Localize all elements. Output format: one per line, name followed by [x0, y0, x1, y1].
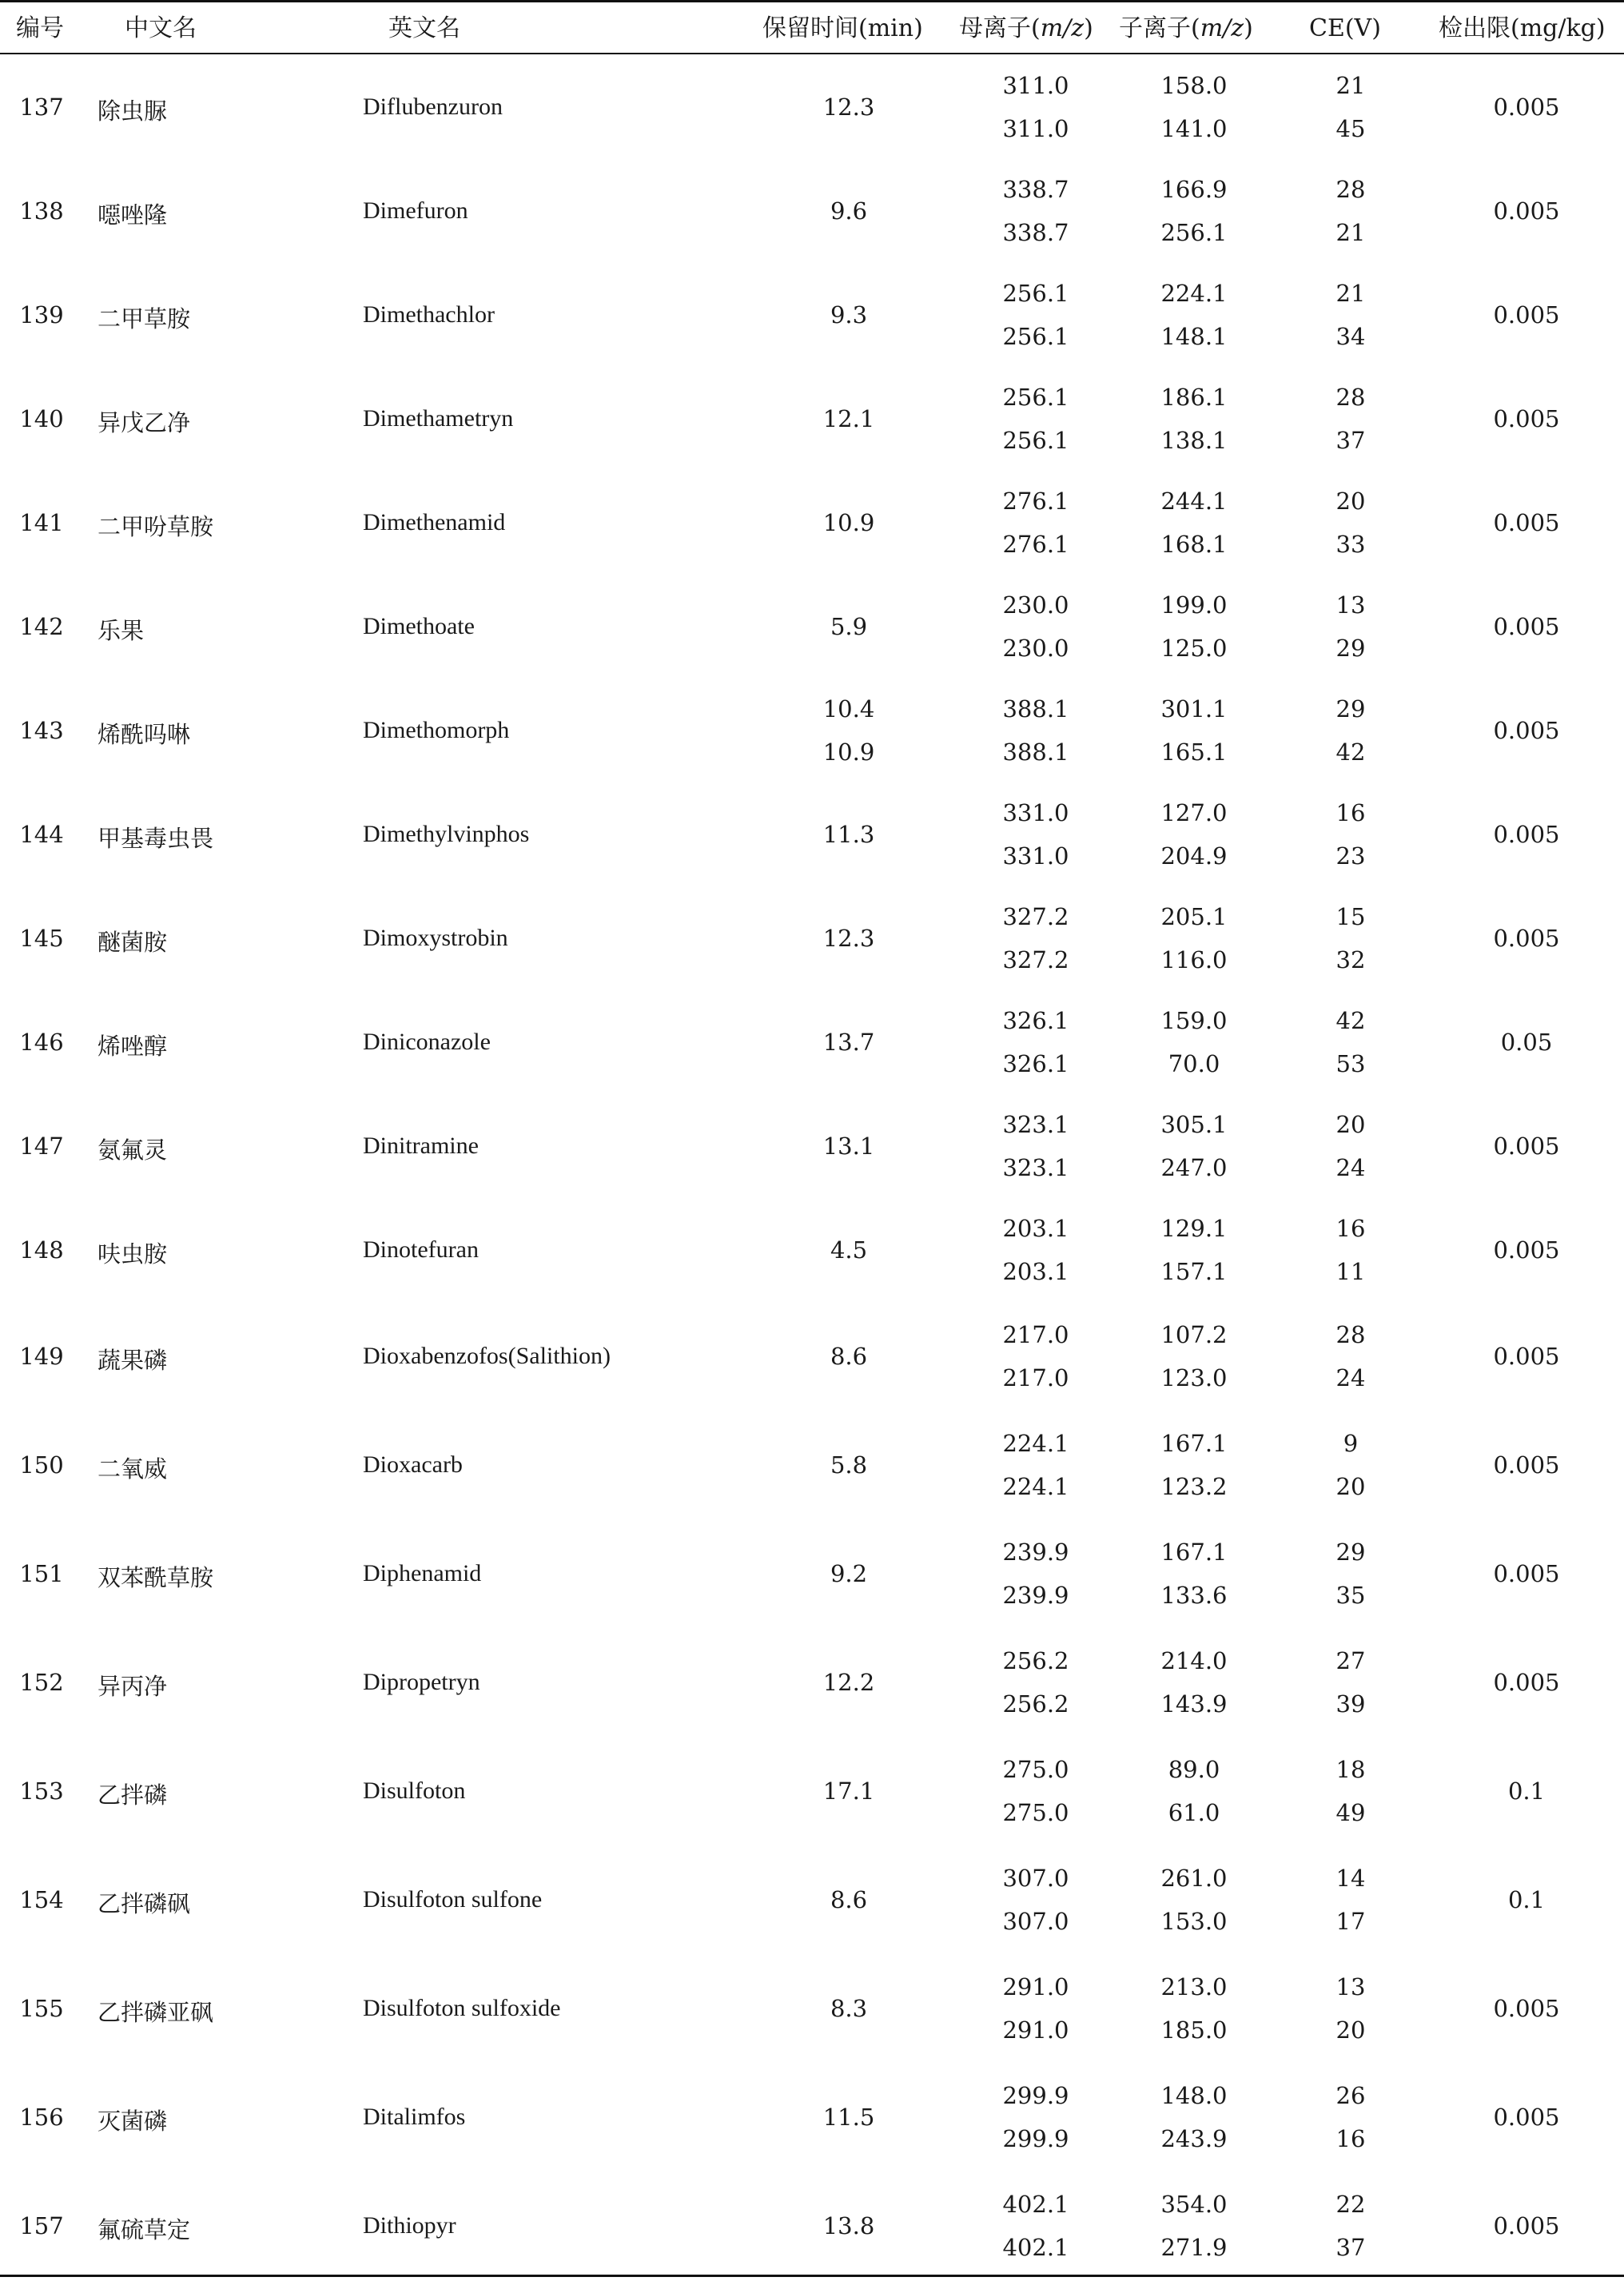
collision-energy-value: 20 — [1335, 2016, 1366, 2044]
product-ion-value: 107.2 — [1160, 1321, 1228, 1348]
parent-ion-value: 217.0 — [1002, 1321, 1069, 1348]
detection-limit-value: 0.005 — [1493, 1236, 1560, 1264]
chinese-name: 乙拌磷亚砜 — [98, 1999, 214, 2026]
collision-energy-value: 37 — [1335, 2234, 1366, 2261]
parent-ion-value: 203.1 — [1002, 1215, 1069, 1242]
collision-energy-value: 13 — [1335, 1973, 1366, 2000]
parent-ion-value: 327.2 — [1002, 903, 1069, 930]
parent-ion-value: 323.1 — [1002, 1111, 1069, 1138]
collision-energy-value: 24 — [1335, 1364, 1366, 1391]
row-number: 139 — [19, 301, 64, 328]
table-row — [0, 1411, 1624, 1520]
detection-limit-value: 0.005 — [1493, 301, 1560, 328]
collision-energy-value: 23 — [1335, 842, 1366, 870]
parent-ion-value: 323.1 — [1002, 1154, 1069, 1181]
retention-time: 10.9 — [822, 738, 875, 766]
row-number: 157 — [19, 2212, 64, 2239]
product-ion-value: 305.1 — [1160, 1111, 1228, 1138]
parent-ion-value: 291.0 — [1002, 2016, 1069, 2044]
parent-ion-value: 311.0 — [1002, 115, 1069, 142]
product-ion-value: 271.9 — [1160, 2234, 1228, 2261]
english-name: Dipropetryn — [363, 1669, 480, 1695]
product-ion-value: 70.0 — [1168, 1050, 1220, 1077]
row-number: 146 — [19, 1029, 64, 1056]
chinese-name: 甲基毒虫畏 — [98, 825, 214, 852]
retention-time: 13.7 — [822, 1029, 875, 1056]
product-ion-value: 158.0 — [1160, 72, 1228, 99]
product-ion-value: 61.0 — [1168, 1799, 1220, 1826]
product-ion-value: 185.0 — [1160, 2016, 1228, 2044]
row-number: 142 — [19, 613, 64, 640]
product-ion-value: 123.0 — [1160, 1364, 1228, 1391]
collision-energy-value: 28 — [1335, 176, 1366, 203]
header-detection-limit: 检出限(mg/kg) — [1439, 14, 1606, 42]
parent-ion-value: 326.1 — [1002, 1007, 1069, 1034]
row-number: 153 — [19, 1777, 64, 1805]
row-number: 147 — [19, 1133, 64, 1160]
parent-ion-value: 217.0 — [1002, 1364, 1069, 1391]
collision-energy-value: 18 — [1335, 1756, 1366, 1783]
row-number: 152 — [19, 1669, 64, 1696]
detection-limit-value: 0.05 — [1500, 1029, 1553, 1056]
parent-ion-value: 203.1 — [1002, 1258, 1069, 1285]
parent-ion-value: 275.0 — [1002, 1756, 1069, 1783]
table-row — [0, 887, 1624, 991]
table-row — [0, 1629, 1624, 1738]
collision-energy-value: 9 — [1343, 1430, 1359, 1457]
chinese-name: 二甲草胺 — [98, 305, 191, 332]
row-number: 144 — [19, 821, 64, 848]
collision-energy-value: 33 — [1335, 531, 1366, 558]
row-number: 151 — [19, 1560, 64, 1587]
table-row — [0, 575, 1624, 679]
collision-energy-value: 20 — [1335, 1473, 1366, 1500]
collision-energy-value: 49 — [1335, 1799, 1366, 1826]
row-number: 138 — [19, 197, 64, 225]
product-ion-value: 213.0 — [1160, 1973, 1228, 2000]
detection-limit-value: 0.005 — [1493, 509, 1560, 536]
collision-energy-value: 22 — [1335, 2191, 1366, 2218]
collision-energy-value: 20 — [1335, 1111, 1366, 1138]
product-ion-value: 354.0 — [1160, 2191, 1228, 2218]
product-ion-value: 127.0 — [1160, 799, 1228, 826]
collision-energy-value: 16 — [1335, 799, 1366, 826]
header-num: 编号 — [16, 14, 64, 42]
chinese-name: 双苯酰草胺 — [98, 1564, 214, 1591]
header-english-name: 英文名 — [388, 14, 460, 42]
detection-limit-value: 0.005 — [1493, 613, 1560, 640]
table-row — [0, 1955, 1624, 2064]
chinese-name: 烯唑醇 — [98, 1033, 168, 1060]
chinese-name: 乙拌磷砜 — [98, 1890, 191, 1917]
table-row — [0, 1846, 1624, 1955]
parent-ion-value: 402.1 — [1002, 2234, 1069, 2261]
row-number: 143 — [19, 717, 64, 744]
product-ion-value: 167.1 — [1160, 1430, 1228, 1457]
collision-energy-value: 21 — [1335, 72, 1366, 99]
retention-time: 12.2 — [822, 1669, 875, 1696]
chinese-name: 烯酰吗啉 — [98, 721, 191, 748]
collision-energy-value: 21 — [1335, 219, 1366, 246]
detection-limit-value: 0.005 — [1493, 94, 1560, 121]
collision-energy-value: 45 — [1335, 115, 1366, 142]
row-number: 141 — [19, 509, 64, 536]
product-ion-value: 133.6 — [1160, 1582, 1228, 1609]
parent-ion-value: 230.0 — [1002, 591, 1069, 619]
table-top-rule — [0, 0, 1624, 2]
parent-ion-value: 239.9 — [1002, 1539, 1069, 1566]
english-name: Dinotefuran — [363, 1236, 479, 1263]
parent-ion-value: 275.0 — [1002, 1799, 1069, 1826]
header-rule — [0, 53, 1624, 54]
table-body — [0, 56, 1624, 2281]
product-ion-value: 186.1 — [1160, 384, 1228, 411]
table-row — [0, 1303, 1624, 1411]
product-ion-value: 148.0 — [1160, 2082, 1228, 2109]
row-number: 156 — [19, 2104, 64, 2131]
product-ion-value: 159.0 — [1160, 1007, 1228, 1034]
table-bottom-rule — [0, 2275, 1624, 2277]
chinese-name: 二甲吩草胺 — [98, 513, 214, 540]
parent-ion-value: 338.7 — [1002, 176, 1069, 203]
row-number: 145 — [19, 925, 64, 952]
english-name: Ditalimfos — [363, 2104, 466, 2130]
retention-time: 4.5 — [830, 1236, 868, 1264]
retention-time: 11.5 — [822, 2104, 875, 2131]
parent-ion-value: 331.0 — [1002, 799, 1069, 826]
table-row — [0, 991, 1624, 1095]
collision-energy-value: 16 — [1335, 1215, 1366, 1242]
english-name: Disulfoton sulfoxide — [363, 1995, 561, 2021]
header-chinese-name: 中文名 — [125, 14, 197, 42]
table-row — [0, 472, 1624, 575]
detection-limit-value: 0.005 — [1493, 405, 1560, 432]
row-number: 155 — [19, 1995, 64, 2022]
chinese-name: 醚菌胺 — [98, 929, 168, 956]
detection-limit-value: 0.005 — [1493, 821, 1560, 848]
table-row — [0, 679, 1624, 783]
product-ion-value: 116.0 — [1160, 946, 1228, 973]
chinese-name: 蔬果磷 — [98, 1347, 168, 1374]
chinese-name: 异丙净 — [98, 1673, 168, 1700]
header-retention-time: 保留时间(min) — [762, 14, 923, 42]
retention-time: 12.3 — [822, 925, 875, 952]
parent-ion-value: 311.0 — [1002, 72, 1069, 99]
product-ion-value: 143.9 — [1160, 1690, 1228, 1718]
product-ion-value: 247.0 — [1160, 1154, 1228, 1181]
parent-ion-value: 327.2 — [1002, 946, 1069, 973]
table-row — [0, 368, 1624, 472]
collision-energy-value: 35 — [1335, 1582, 1366, 1609]
product-ion-value: 157.1 — [1160, 1258, 1228, 1285]
table-row — [0, 264, 1624, 368]
parent-ion-value: 256.2 — [1002, 1690, 1069, 1718]
product-ion-value: 256.1 — [1160, 219, 1228, 246]
english-name: Dimethomorph — [363, 717, 510, 743]
retention-time: 10.4 — [822, 695, 875, 723]
row-number: 150 — [19, 1451, 64, 1479]
parent-ion-value: 256.1 — [1002, 323, 1069, 350]
parent-ion-value: 307.0 — [1002, 1908, 1069, 1935]
retention-time: 9.3 — [830, 301, 868, 328]
row-number: 154 — [19, 1886, 64, 1913]
parent-ion-value: 326.1 — [1002, 1050, 1069, 1077]
chinese-name: 除虫脲 — [98, 98, 168, 125]
row-number: 149 — [19, 1343, 64, 1370]
collision-energy-value: 16 — [1335, 2125, 1366, 2152]
collision-energy-value: 42 — [1335, 738, 1366, 766]
detection-limit-value: 0.005 — [1493, 2104, 1560, 2131]
english-name: Dimethenamid — [363, 509, 506, 535]
chinese-name: 乐果 — [98, 617, 145, 644]
product-ion-value: 165.1 — [1160, 738, 1228, 766]
english-name: Diniconazole — [363, 1029, 491, 1055]
retention-time: 5.8 — [830, 1451, 868, 1479]
product-ion-value: 168.1 — [1160, 531, 1228, 558]
retention-time: 9.6 — [830, 197, 868, 225]
header-parent-ion: 母离子(m/z) — [959, 14, 1093, 42]
parent-ion-value: 256.1 — [1002, 427, 1069, 454]
chinese-name: 乙拌磷 — [98, 1781, 168, 1809]
parent-ion-value: 239.9 — [1002, 1582, 1069, 1609]
english-name: Dithiopyr — [363, 2212, 456, 2239]
row-number: 140 — [19, 405, 64, 432]
parent-ion-value: 331.0 — [1002, 842, 1069, 870]
detection-limit-value: 0.005 — [1493, 1560, 1560, 1587]
detection-limit-value: 0.005 — [1493, 2212, 1560, 2239]
chinese-name: 噁唑隆 — [98, 201, 168, 229]
collision-energy-value: 53 — [1335, 1050, 1366, 1077]
english-name: Disulfoton — [363, 1777, 466, 1804]
parent-ion-value: 388.1 — [1002, 695, 1069, 723]
table-row — [0, 2172, 1624, 2281]
parent-ion-value: 307.0 — [1002, 1865, 1069, 1892]
parent-ion-value: 388.1 — [1002, 738, 1069, 766]
retention-time: 11.3 — [822, 821, 875, 848]
product-ion-value: 89.0 — [1168, 1756, 1220, 1783]
detection-limit-value: 0.005 — [1493, 717, 1560, 744]
retention-time: 13.8 — [822, 2212, 875, 2239]
row-number: 148 — [19, 1236, 64, 1264]
parent-ion-value: 224.1 — [1002, 1473, 1069, 1500]
product-ion-value: 199.0 — [1160, 591, 1228, 619]
detection-limit-value: 0.005 — [1493, 197, 1560, 225]
retention-time: 10.9 — [822, 509, 875, 536]
product-ion-value: 166.9 — [1160, 176, 1228, 203]
parent-ion-value: 276.1 — [1002, 531, 1069, 558]
parent-ion-value: 299.9 — [1002, 2082, 1069, 2109]
table-row — [0, 1520, 1624, 1629]
product-ion-value: 138.1 — [1160, 427, 1228, 454]
chinese-name: 异戊乙净 — [98, 409, 191, 436]
parent-ion-value: 338.7 — [1002, 219, 1069, 246]
collision-energy-value: 27 — [1335, 1647, 1366, 1674]
collision-energy-value: 11 — [1335, 1258, 1366, 1285]
chinese-name: 灭菌磷 — [98, 2108, 168, 2135]
parent-ion-value: 256.1 — [1002, 280, 1069, 307]
collision-energy-value: 34 — [1335, 323, 1366, 350]
collision-energy-value: 28 — [1335, 384, 1366, 411]
english-name: Dioxacarb — [363, 1451, 463, 1478]
collision-energy-value: 15 — [1335, 903, 1366, 930]
product-ion-value: 214.0 — [1160, 1647, 1228, 1674]
parent-ion-value: 402.1 — [1002, 2191, 1069, 2218]
product-ion-value: 261.0 — [1160, 1865, 1228, 1892]
detection-limit-value: 0.005 — [1493, 1995, 1560, 2022]
english-name: Dimethylvinphos — [363, 821, 530, 847]
header-product-ion: 子离子(m/z) — [1119, 14, 1253, 42]
detection-limit-value: 0.005 — [1493, 925, 1560, 952]
product-ion-value: 129.1 — [1160, 1215, 1228, 1242]
product-ion-value: 167.1 — [1160, 1539, 1228, 1566]
retention-time: 8.6 — [830, 1886, 868, 1913]
product-ion-value: 243.9 — [1160, 2125, 1228, 2152]
collision-energy-value: 29 — [1335, 695, 1366, 723]
collision-energy-value: 26 — [1335, 2082, 1366, 2109]
english-name: Diflubenzuron — [363, 94, 503, 120]
chinese-name: 氟硫草定 — [98, 2216, 191, 2243]
product-ion-value: 125.0 — [1160, 635, 1228, 662]
retention-time: 12.1 — [822, 405, 875, 432]
chinese-name: 氨氟灵 — [98, 1137, 168, 1164]
parent-ion-value: 230.0 — [1002, 635, 1069, 662]
header-collision-energy: CE(V) — [1309, 14, 1381, 42]
table-row — [0, 2064, 1624, 2172]
collision-energy-value: 21 — [1335, 280, 1366, 307]
retention-time: 8.6 — [830, 1343, 868, 1370]
table-row — [0, 160, 1624, 264]
detection-limit-value: 0.1 — [1507, 1777, 1546, 1805]
product-ion-value: 123.2 — [1160, 1473, 1228, 1500]
collision-energy-value: 28 — [1335, 1321, 1366, 1348]
parent-ion-value: 256.2 — [1002, 1647, 1069, 1674]
parent-ion-value: 256.1 — [1002, 384, 1069, 411]
row-number: 137 — [19, 94, 64, 121]
english-name: Dimethoate — [363, 613, 475, 639]
retention-time: 17.1 — [822, 1777, 875, 1805]
collision-energy-value: 17 — [1335, 1908, 1366, 1935]
table-row — [0, 1095, 1624, 1199]
product-ion-value: 141.0 — [1160, 115, 1228, 142]
english-name: Dimethametryn — [363, 405, 514, 432]
parent-ion-value: 291.0 — [1002, 1973, 1069, 2000]
parent-ion-value: 224.1 — [1002, 1430, 1069, 1457]
detection-limit-value: 0.005 — [1493, 1669, 1560, 1696]
product-ion-value: 205.1 — [1160, 903, 1228, 930]
table-row — [0, 1199, 1624, 1303]
detection-limit-value: 0.005 — [1493, 1451, 1560, 1479]
detection-limit-value: 0.005 — [1493, 1133, 1560, 1160]
retention-time: 5.9 — [830, 613, 868, 640]
english-name: Dimethachlor — [363, 301, 495, 328]
parent-ion-value: 299.9 — [1002, 2125, 1069, 2152]
english-name: Dioxabenzofos(Salithion) — [363, 1343, 611, 1369]
collision-energy-value: 29 — [1335, 1539, 1366, 1566]
retention-time: 12.3 — [822, 94, 875, 121]
product-ion-value: 153.0 — [1160, 1908, 1228, 1935]
chinese-name: 呋虫胺 — [98, 1240, 168, 1268]
parent-ion-value: 276.1 — [1002, 488, 1069, 515]
collision-energy-value: 32 — [1335, 946, 1366, 973]
collision-energy-value: 20 — [1335, 488, 1366, 515]
collision-energy-value: 29 — [1335, 635, 1366, 662]
english-name: Dinitramine — [363, 1133, 479, 1159]
product-ion-value: 301.1 — [1160, 695, 1228, 723]
table-row — [0, 56, 1624, 160]
retention-time: 13.1 — [822, 1133, 875, 1160]
collision-energy-value: 14 — [1335, 1865, 1366, 1892]
english-name: Diphenamid — [363, 1560, 482, 1586]
product-ion-value: 148.1 — [1160, 323, 1228, 350]
retention-time: 8.3 — [830, 1995, 868, 2022]
product-ion-value: 204.9 — [1160, 842, 1228, 870]
product-ion-value: 244.1 — [1160, 488, 1228, 515]
collision-energy-value: 13 — [1335, 591, 1366, 619]
english-name: Disulfoton sulfone — [363, 1886, 543, 1913]
collision-energy-value: 37 — [1335, 427, 1366, 454]
retention-time: 9.2 — [830, 1560, 868, 1587]
collision-energy-value: 24 — [1335, 1154, 1366, 1181]
detection-limit-value: 0.005 — [1493, 1343, 1560, 1370]
product-ion-value: 224.1 — [1160, 280, 1228, 307]
collision-energy-value: 39 — [1335, 1690, 1366, 1718]
table-row — [0, 783, 1624, 887]
english-name: Dimefuron — [363, 197, 468, 224]
collision-energy-value: 42 — [1335, 1007, 1366, 1034]
table-row — [0, 1738, 1624, 1846]
english-name: Dimoxystrobin — [363, 925, 508, 951]
chinese-name: 二氧威 — [98, 1455, 168, 1483]
detection-limit-value: 0.1 — [1507, 1886, 1546, 1913]
